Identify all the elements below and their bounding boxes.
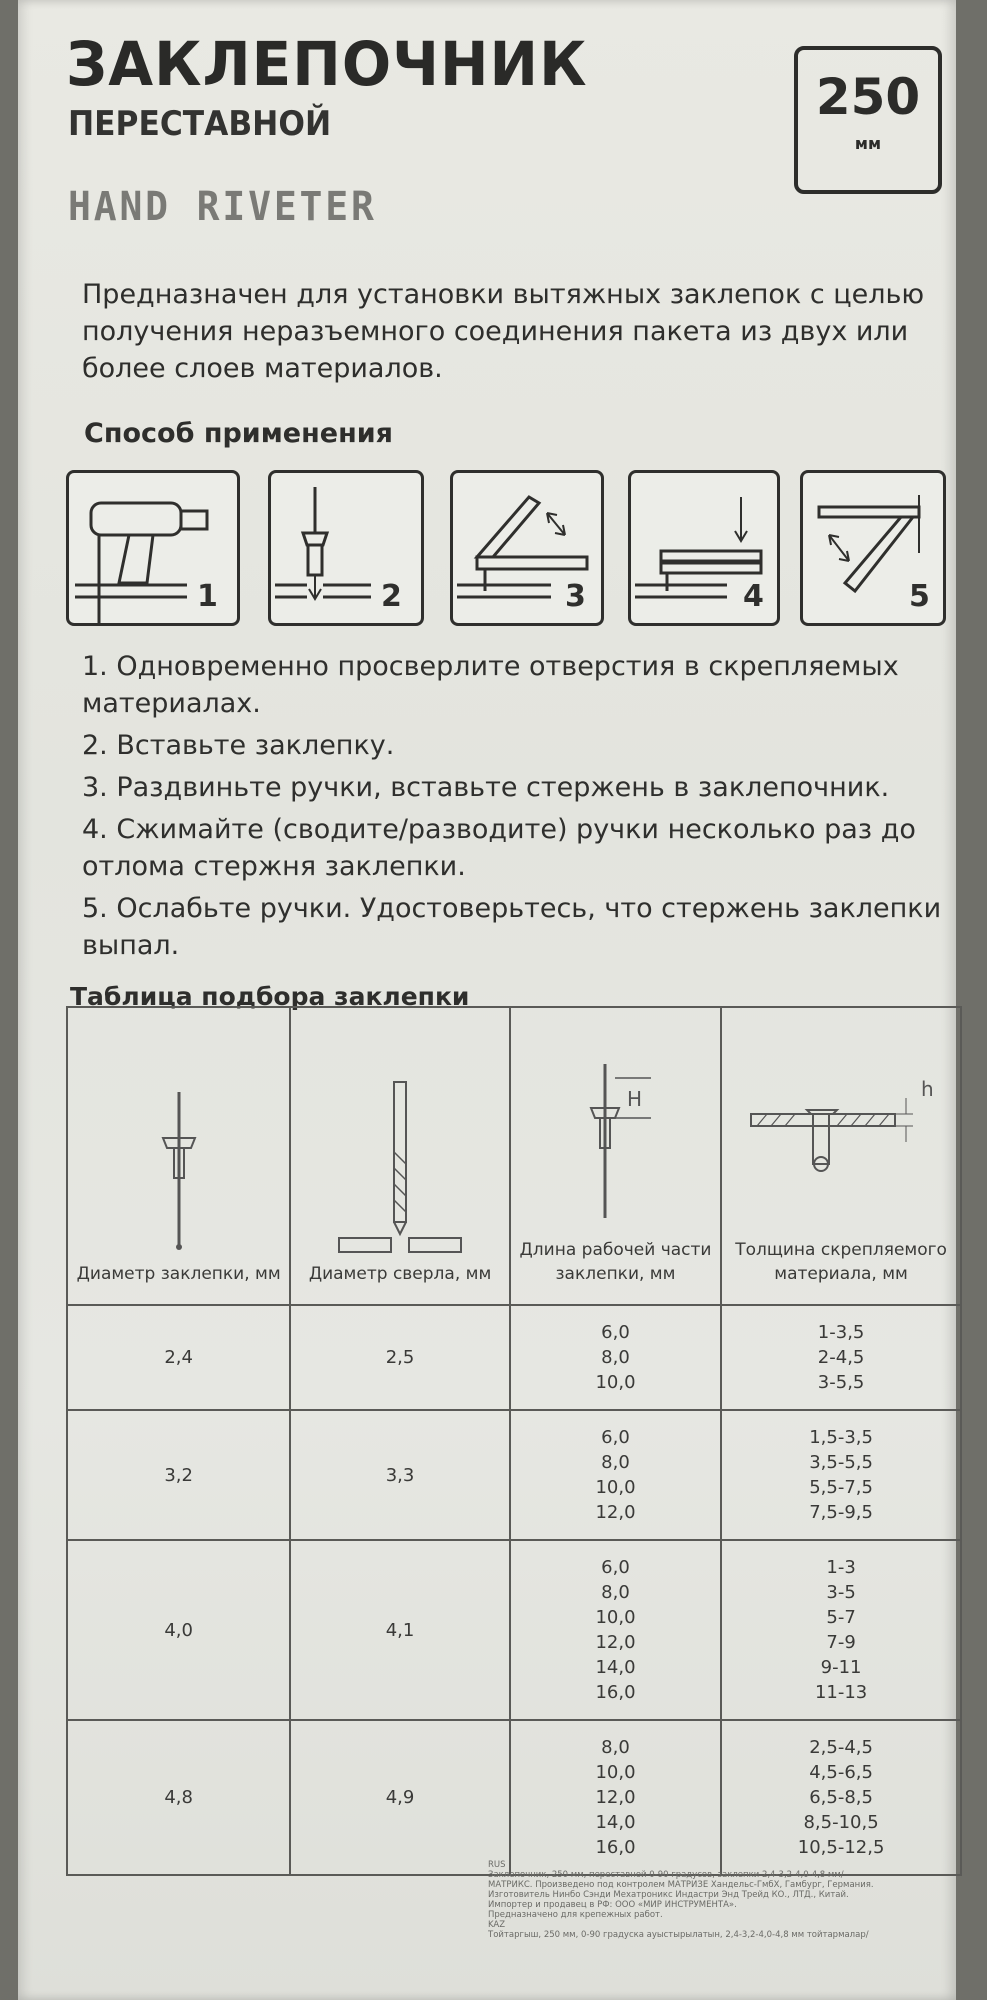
length-value: 8,0 — [601, 1582, 630, 1603]
table-heading: Таблица подбора заклепки — [70, 982, 470, 1011]
size-value: 250 — [815, 68, 921, 126]
thickness-value: 3-5,5 — [817, 1372, 865, 1393]
thickness-cell — [721, 1540, 961, 1720]
thickness-value: 7-9 — [826, 1632, 856, 1653]
header-label: Толщина скрепляемого материала, мм — [735, 1240, 947, 1284]
thickness-value: 3-5 — [826, 1582, 856, 1603]
size-unit: мм — [854, 134, 882, 153]
step-number: 3 — [565, 579, 586, 614]
length-cell — [510, 1305, 721, 1410]
thickness-value: 7,5-9,5 — [809, 1502, 873, 1523]
rivet-diameter-cell: 4,0 — [67, 1540, 290, 1720]
length-value: 16,0 — [595, 1682, 636, 1703]
step-text: 3. Раздвиньте ручки, вставьте стержень в заклепочник. — [82, 772, 890, 803]
rivet-diameter-cell: 4,8 — [67, 1720, 290, 1875]
rivet-diameter-cell: 2,4 — [67, 1305, 290, 1410]
step-1-drill-icon — [66, 470, 240, 626]
table-row — [67, 1305, 961, 1410]
length-value: 10,0 — [595, 1607, 636, 1628]
rivet-length-icon — [571, 1048, 661, 1238]
size-badge — [794, 46, 942, 194]
small-print-line: Импортер и продавец в РФ: ООО «МИР ИНСТРУМЕНТА». — [488, 1900, 737, 1910]
header-label: Диаметр сверла, мм — [308, 1264, 492, 1284]
material-thickness-icon — [741, 1048, 941, 1238]
small-print-line: Заклепочник, 250 мм, переставной 0-90 градусов, заклепки 2,4-3,2-4,0-4,8 мм/ — [488, 1870, 844, 1880]
thickness-value: 1-3 — [826, 1557, 856, 1578]
length-value: 12,0 — [595, 1502, 636, 1523]
step-number: 4 — [743, 579, 764, 614]
thickness-value: 2-4,5 — [817, 1347, 865, 1368]
thickness-cell — [721, 1720, 961, 1875]
length-value: 12,0 — [595, 1787, 636, 1808]
length-value: 14,0 — [595, 1812, 636, 1833]
drill-diameter-cell: 4,9 — [290, 1720, 510, 1875]
thickness-value: 1,5-3,5 — [809, 1427, 873, 1448]
header-working-length — [510, 1007, 721, 1305]
length-value: 6,0 — [601, 1427, 630, 1448]
length-value: 8,0 — [601, 1452, 630, 1473]
thickness-value: 5,5-7,5 — [809, 1477, 873, 1498]
step-3-riveter-open-icon — [450, 470, 604, 626]
rivet-selection-table — [66, 1006, 962, 1876]
step-number: 5 — [909, 579, 930, 614]
small-print-line: Тойтаргыш, 250 мм, 0-90 градуска ауыстырылатын, 2,4-3,2-4,0-4,8 мм тойтармалар/ — [488, 1930, 869, 1940]
length-value: 10,0 — [595, 1477, 636, 1498]
length-value: 14,0 — [595, 1657, 636, 1678]
length-value: 12,0 — [595, 1632, 636, 1653]
step-text: 2. Вставьте заклепку. — [82, 730, 395, 761]
length-cell — [510, 1720, 721, 1875]
thickness-value: 8,5-10,5 — [803, 1812, 879, 1833]
product-title: ЗАКЛЕПОЧНИК — [66, 28, 588, 100]
product-subtitle: ПЕРЕСТАВНОЙ — [68, 104, 332, 144]
thickness-value: 9-11 — [820, 1657, 862, 1678]
drill-diameter-cell: 4,1 — [290, 1540, 510, 1720]
thickness-mark: h — [921, 1077, 934, 1101]
header-label: Диаметр заклепки, мм — [76, 1264, 281, 1284]
rivet-icon — [149, 1072, 209, 1262]
step-number: 1 — [197, 579, 218, 614]
intro-text: Предназначен для установки вытяжных заклепок с целью получения неразъемного соединения пакета из двух или более слоев материалов. — [82, 279, 925, 384]
thickness-cell — [721, 1305, 961, 1410]
small-print-line: Изготовитель Нинбо Сэнди Мехатроникс Индастри Энд Трейд КО., ЛТД., Китай. — [488, 1890, 849, 1900]
header-material-thickness — [721, 1007, 961, 1305]
thickness-value: 3,5-5,5 — [809, 1452, 873, 1473]
thickness-value: 6,5-8,5 — [809, 1787, 873, 1808]
thickness-value: 1-3,5 — [817, 1322, 865, 1343]
rivet-diameter-cell: 3,2 — [67, 1410, 290, 1540]
length-value: 10,0 — [595, 1372, 636, 1393]
step-text: 4. Сжимайте (сводите/разводите) ручки несколько раз до отлома стержня заклепки. — [82, 814, 916, 882]
step-text: 5. Ослабьте ручки. Удостоверьтесь, что стержень заклепки выпал. — [82, 893, 942, 961]
drill-diameter-cell: 2,5 — [290, 1305, 510, 1410]
usage-heading: Способ применения — [84, 418, 393, 449]
drill-diameter-cell: 3,3 — [290, 1410, 510, 1540]
length-cell — [510, 1410, 721, 1540]
thickness-value: 11-13 — [814, 1682, 868, 1703]
length-value: 6,0 — [601, 1322, 630, 1343]
small-print-line: МАТРИКС. Произведено под контролем МАТРИЗЕ Хандельс-ГмбХ, Гамбург, Германия. — [488, 1880, 874, 1890]
thickness-value: 10,5-12,5 — [797, 1837, 885, 1858]
small-print — [488, 1860, 948, 1940]
thickness-value: 5-7 — [826, 1607, 856, 1628]
length-value: 8,0 — [601, 1347, 630, 1368]
length-value: 8,0 — [601, 1737, 630, 1758]
small-print-line: Предназначено для крепежных работ. — [488, 1910, 663, 1920]
step-text: 1. Одновременно просверлите отверстия в скрепляемых материалах. — [82, 651, 899, 719]
header-drill-diameter — [290, 1007, 510, 1305]
table-row — [67, 1410, 961, 1540]
length-value: 16,0 — [595, 1837, 636, 1858]
small-print-line: KAZ — [488, 1920, 506, 1930]
step-4-riveter-squeeze-icon — [628, 470, 780, 626]
thickness-value: 4,5-6,5 — [809, 1762, 873, 1783]
drill-icon — [335, 1072, 465, 1262]
header-rivet-diameter — [67, 1007, 290, 1305]
table-row — [67, 1540, 961, 1720]
table-row — [67, 1720, 961, 1875]
small-print-line: RUS — [488, 1860, 506, 1870]
length-value: 6,0 — [601, 1557, 630, 1578]
length-cell — [510, 1540, 721, 1720]
length-mark: H — [626, 1087, 642, 1111]
steps-list — [82, 648, 942, 969]
thickness-value: 2,5-4,5 — [809, 1737, 873, 1758]
thickness-cell — [721, 1410, 961, 1540]
table-header-row — [67, 1007, 961, 1305]
step-5-release-icon — [800, 470, 946, 626]
length-value: 10,0 — [595, 1762, 636, 1783]
product-title-en: HAND RIVETER — [68, 184, 377, 230]
step-2-rivet-icon — [268, 470, 424, 626]
step-number: 2 — [381, 579, 402, 614]
header-label: Длина рабочей части заклепки, мм — [519, 1240, 712, 1284]
